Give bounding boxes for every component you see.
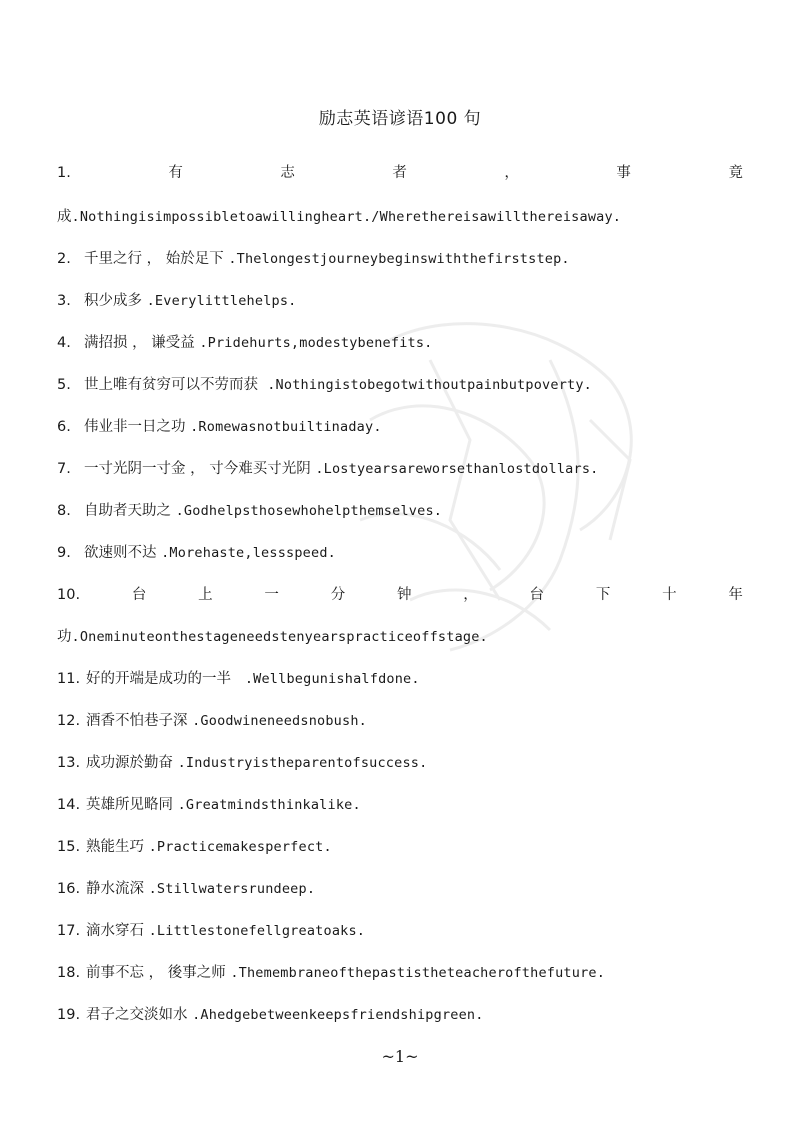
item-english: .Goodwineneedsnobush. bbox=[192, 713, 367, 729]
item-number: 17. bbox=[57, 923, 81, 939]
item-number: 7. bbox=[57, 461, 71, 477]
item-chinese: 满招损 ， 谦受益 bbox=[84, 335, 195, 351]
item-english: .Nothingistobegotwithoutpainbutpoverty. bbox=[267, 377, 592, 393]
item-english: .Practicemakesperfect. bbox=[148, 839, 332, 855]
item-english: .Thelongestjourneybeginswiththefirststep. bbox=[228, 251, 570, 267]
item-number: 3. bbox=[57, 293, 71, 309]
item-english: .Morehaste,lessspeed. bbox=[161, 545, 336, 561]
item-english: .Nothingisimpossibletoawillingheart./Wherethereisawillthereisaway. bbox=[71, 209, 622, 225]
item-chinese: 千里之行 ， 始於足下 bbox=[84, 251, 224, 267]
list-item bbox=[57, 543, 747, 563]
spread-char: 上 bbox=[198, 587, 213, 603]
item-number: 4. bbox=[57, 335, 71, 351]
item-english: .Ahedgebetweenkeepsfriendshipgreen. bbox=[192, 1007, 484, 1023]
item-english: .Pridehurts,modestybenefits. bbox=[199, 335, 433, 351]
item-english: .Everylittlehelps. bbox=[146, 293, 297, 309]
item-chinese: 伟业非一日之功 bbox=[84, 419, 186, 435]
list-item bbox=[57, 669, 747, 689]
list-item bbox=[57, 333, 747, 353]
item-number: 19. bbox=[57, 1007, 81, 1023]
item-chinese: 一寸光阴一寸金 ， 寸今难买寸光阴 bbox=[84, 461, 311, 477]
list-item bbox=[57, 963, 747, 983]
stamp-watermark bbox=[330, 300, 690, 680]
item-english: .Littlestonefellgreatoaks. bbox=[148, 923, 366, 939]
item-english: .Greatmindsthinkalike. bbox=[177, 797, 361, 813]
page-title: 励志英语谚语100 句 bbox=[318, 109, 482, 129]
list-item bbox=[57, 711, 747, 731]
item-number: 2. bbox=[57, 251, 71, 267]
item-english: .Lostyearsareworsethanlostdollars. bbox=[315, 461, 599, 477]
item-number: 11. bbox=[57, 671, 81, 687]
item-number: 8. bbox=[57, 503, 71, 519]
spread-char: ， bbox=[463, 587, 478, 603]
spread-char: 分 bbox=[330, 587, 346, 603]
item-english: .Themembraneofthepastistheteacherofthefuture. bbox=[230, 965, 606, 981]
list-item bbox=[57, 837, 747, 857]
item-english: .Industryistheparentofsuccess. bbox=[177, 755, 428, 771]
list-item bbox=[57, 879, 747, 899]
item-english: .Stillwatersrundeep. bbox=[148, 881, 316, 897]
item-chinese: 自助者天助之 bbox=[84, 503, 171, 519]
item-chinese: 君子之交淡如水 bbox=[86, 1007, 188, 1023]
page-number: ~1~ bbox=[381, 1047, 419, 1066]
spread-char: 台 bbox=[529, 587, 545, 603]
list-item bbox=[57, 375, 747, 395]
item-number: 14. bbox=[57, 797, 81, 813]
item-10-spread-line bbox=[57, 585, 743, 605]
item-chinese: 成功源於勤奋 bbox=[86, 755, 173, 771]
item-chinese: 熟能生巧 bbox=[86, 839, 144, 855]
item-english: .Romewasnotbuiltinaday. bbox=[190, 419, 382, 435]
item-number: 18. bbox=[57, 965, 81, 981]
list-item bbox=[57, 1005, 747, 1025]
spread-char: ， bbox=[504, 165, 519, 181]
list-item bbox=[57, 501, 747, 521]
item-number: 10. bbox=[57, 587, 81, 603]
item-chinese: 功 bbox=[57, 629, 72, 645]
item-english: .Oneminuteonthestageneedstenyearspracticeoffstage. bbox=[71, 629, 488, 645]
item-chinese: 英雄所见略同 bbox=[86, 797, 173, 813]
list-item bbox=[57, 417, 747, 437]
spread-char: 年 bbox=[728, 587, 743, 603]
item-chinese: 世上唯有贫穷可以不劳而获 bbox=[84, 377, 258, 393]
item-chinese: 好的开端是成功的一半 bbox=[86, 671, 231, 687]
item-number: 13. bbox=[57, 755, 81, 771]
item-number: 5. bbox=[57, 377, 71, 393]
item-chinese: 欲速则不达 bbox=[84, 545, 157, 561]
list-item bbox=[57, 753, 747, 773]
spread-char: 有 bbox=[168, 165, 183, 181]
item-chinese: 前事不忘 ， 後事之师 bbox=[86, 965, 226, 981]
item-chinese: 滴水穿石 bbox=[86, 923, 144, 939]
spread-char: 十 bbox=[662, 587, 677, 603]
item-number: 6. bbox=[57, 419, 71, 435]
item-english: .Godhelpsthosewhohelpthemselves. bbox=[175, 503, 443, 519]
item-chinese: 酒香不怕巷子深 bbox=[86, 713, 188, 729]
list-item bbox=[57, 459, 747, 479]
item-10-continuation bbox=[57, 627, 747, 647]
item-chinese: 静水流深 bbox=[86, 881, 144, 897]
item-english: .Wellbegunishalfdone. bbox=[244, 671, 420, 687]
item-number: 1. bbox=[57, 165, 71, 181]
item-number: 9. bbox=[57, 545, 71, 561]
spread-char: 者 bbox=[392, 165, 407, 181]
list-item bbox=[57, 291, 747, 311]
spread-char: 竟 bbox=[728, 165, 743, 181]
item-number: 12. bbox=[57, 713, 81, 729]
item-chinese: 积少成多 bbox=[84, 293, 142, 309]
item-chinese: 成 bbox=[57, 209, 72, 225]
spread-char: 事 bbox=[616, 165, 631, 181]
item-number: 15. bbox=[57, 839, 81, 855]
item-1-spread-line bbox=[57, 163, 743, 183]
spread-char: 钟 bbox=[396, 587, 412, 603]
spread-char: 一 bbox=[264, 587, 279, 603]
list-item bbox=[57, 921, 747, 941]
item-1-continuation bbox=[57, 207, 747, 227]
spread-char: 台 bbox=[131, 587, 147, 603]
list-item bbox=[57, 249, 747, 269]
list-item bbox=[57, 795, 747, 815]
spread-char: 下 bbox=[595, 587, 611, 603]
spread-char: 志 bbox=[280, 165, 295, 181]
item-number: 16. bbox=[57, 881, 81, 897]
